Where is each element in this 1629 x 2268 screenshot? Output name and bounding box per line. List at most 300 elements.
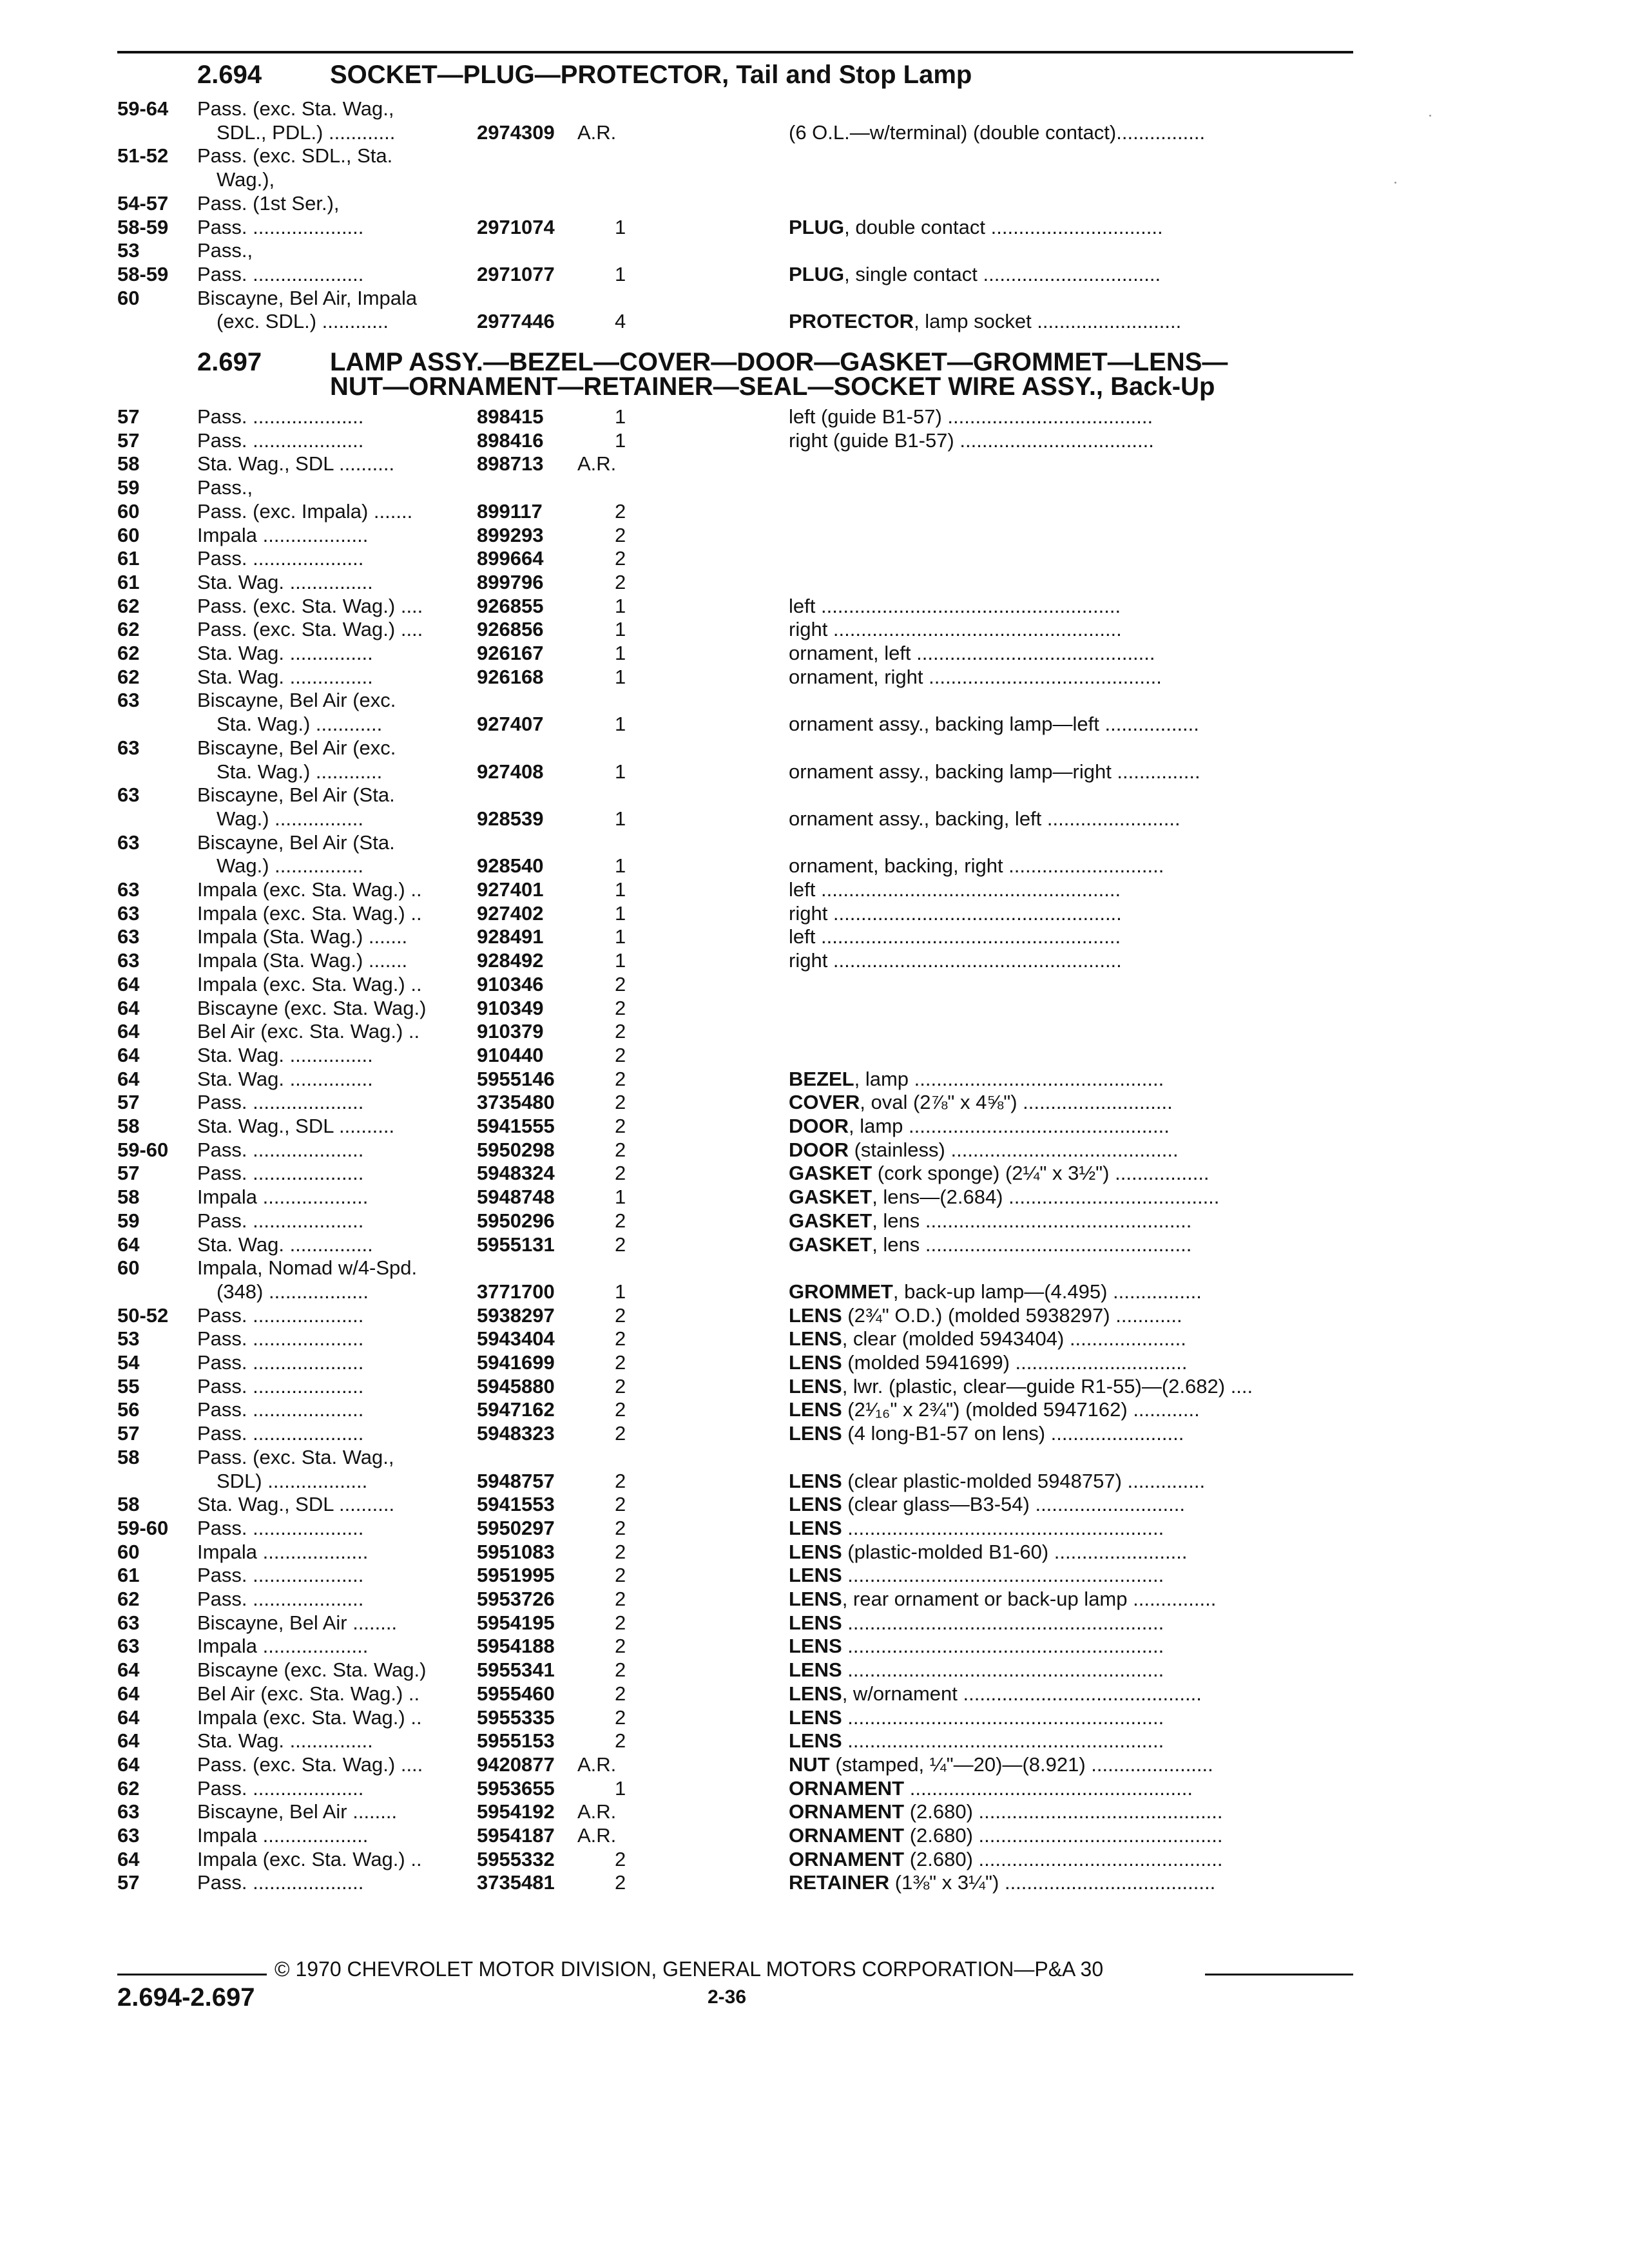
description-keyword: GASKET [789,1233,872,1256]
model-year: 57 [117,1422,140,1445]
part-number: 2977446 [477,310,555,332]
part-number: 926167 [477,642,544,664]
part-number: 927407 [477,713,544,735]
application: Pass. (exc. Sta. Wag.) .... [197,1753,423,1776]
application: Sta. Wag. ............... [197,1044,373,1066]
description-text: left (guide B1-57) ..................................... [789,405,1153,428]
model-year: 59-60 [117,1517,169,1539]
model-year: 61 [117,571,140,593]
description [789,617,1353,641]
quantity: 1 [615,902,626,925]
model-year: 57 [117,1091,140,1113]
quantity: 2 [615,1304,626,1327]
application: Bel Air (exc. Sta. Wag.) .. [197,1682,420,1705]
model-year: 58-59 [117,216,169,238]
model-year: 62 [117,642,140,664]
part-number: 926168 [477,666,544,688]
description [789,1658,1353,1682]
description-keyword: NUT [789,1753,830,1776]
quantity: 1 [615,949,626,972]
description-keyword: LENS [789,1375,842,1398]
description [789,1209,1353,1233]
application: Biscayne, Bel Air (exc. [197,689,396,711]
quantity: 2 [615,1422,626,1445]
part-number: 5945880 [477,1375,555,1398]
description [789,1327,1353,1350]
application: Pass. .................... [197,1351,364,1374]
part-number: 5950297 [477,1517,555,1539]
description-text: right .................................................... [789,618,1122,640]
model-year: 63 [117,831,140,854]
description-keyword: PROTECTOR [789,310,914,332]
description-text: (clear glass—B3-54) ........................... [842,1493,1186,1515]
section-number: 2.694 [197,61,262,89]
description-text: left ...................................................... [789,878,1121,901]
quantity: 2 [615,1871,626,1894]
model-year: 62 [117,1588,140,1610]
page-number: 2-36 [708,1986,747,2008]
description-keyword: GROMMET [789,1280,893,1303]
part-number: 5954187 [477,1824,555,1847]
application: Impala (exc. Sta. Wag.) .. [197,878,422,901]
description-keyword: GASKET [789,1209,872,1232]
model-year: 58 [117,1446,140,1468]
description [789,807,1353,831]
quantity: 2 [615,1493,626,1515]
description-text: , w/ornament ........................................... [842,1682,1202,1705]
part-number: 5955146 [477,1068,555,1090]
description-text: ................................................... [904,1777,1193,1800]
quantity: 1 [615,405,626,428]
description [789,1303,1353,1327]
description-keyword: ORNAMENT [789,1848,905,1870]
application: Sta. Wag., SDL .......... [197,1493,395,1515]
application: Impala (Sta. Wag.) ....... [197,949,408,972]
application: Sta. Wag., SDL .......... [197,452,395,475]
description [789,1776,1353,1800]
quantity: 2 [615,1327,626,1350]
application: Bel Air (exc. Sta. Wag.) .. [197,1020,420,1043]
part-number: 5948748 [477,1186,555,1208]
application: Pass. .................... [197,1517,364,1539]
description-text: , oval (2⅞" x 4⅝") ........................... [860,1091,1173,1113]
section-title: SOCKET—PLUG—PROTECTOR, Tail and Stop Lamp [330,61,972,89]
description [789,1233,1353,1256]
part-number: 9420877 [477,1753,555,1776]
quantity: 1 [615,1280,626,1303]
part-number: 928492 [477,949,544,972]
quantity: 2 [615,1611,626,1634]
description-keyword: DOOR [789,1139,849,1161]
application: Biscayne, Bel Air (Sta. [197,831,395,854]
description [789,1634,1353,1658]
model-year: 64 [117,1020,140,1043]
description [789,1138,1353,1162]
description-keyword: LENS [789,1493,842,1515]
part-number: 899664 [477,547,544,570]
description [789,428,1353,452]
model-year: 51-52 [117,144,169,167]
application: Impala ................... [197,524,369,546]
description [789,215,1353,239]
part-number: 5954188 [477,1635,555,1657]
application: Biscayne, Bel Air, Impala [197,287,418,309]
description [789,925,1353,948]
application: Pass. .................... [197,1162,364,1184]
application: Pass. .................... [197,1209,364,1232]
model-year: 64 [117,1233,140,1256]
part-number: 5938297 [477,1304,555,1327]
section-heading-2694 [197,62,972,88]
quantity: 2 [615,571,626,593]
description-keyword: ORNAMENT [789,1800,905,1823]
model-year: 63 [117,1635,140,1657]
part-number: 928491 [477,925,544,948]
quantity: 1 [615,713,626,735]
quantity: 2 [615,1564,626,1586]
quantity: 2 [615,1068,626,1090]
description-keyword: LENS [789,1588,842,1610]
quantity: 2 [615,500,626,523]
model-year: 63 [117,1611,140,1634]
model-year: 64 [117,997,140,1019]
description [789,1280,1353,1303]
model-year: 63 [117,1800,140,1823]
application: Sta. Wag. ............... [197,1068,373,1090]
part-number: 926856 [477,618,544,640]
description [789,1185,1353,1209]
model-year: 60 [117,524,140,546]
description-text: (clear plastic-molded 5948757) .............. [842,1470,1206,1492]
application: Pass. .................... [197,216,364,238]
description-text: , lamp ............................................... [849,1115,1170,1137]
quantity: 2 [615,547,626,570]
part-number: 928540 [477,854,544,877]
description-text: , lwr. (plastic, clear—guide R1-55)—(2.682) .... [842,1375,1253,1398]
quantity: 2 [615,1517,626,1539]
quantity: 4 [615,310,626,332]
description-text: right .................................................... [789,949,1122,972]
description-keyword: LENS [789,1729,842,1752]
application: Impala (exc. Sta. Wag.) .. [197,973,422,995]
part-number: 927402 [477,902,544,925]
quantity: 2 [615,997,626,1019]
description-text: ornament assy., backing, left ........................ [789,807,1181,830]
application: Wag.) ................ [217,807,363,830]
part-number: 5947162 [477,1398,555,1421]
application: (exc. SDL.) ............ [217,310,389,332]
model-year: 62 [117,1777,140,1800]
description [789,760,1353,783]
model-year: 59 [117,1209,140,1232]
quantity: 1 [615,429,626,452]
quantity: 1 [615,216,626,238]
part-number: 898416 [477,429,544,452]
quantity: A.R. [577,1800,617,1823]
description-keyword: LENS [789,1327,842,1350]
application: Pass. (exc. Impala) ....... [197,500,413,523]
application: (348) .................. [217,1280,369,1303]
description [789,1563,1353,1587]
description-keyword: DOOR [789,1115,849,1137]
part-number: 5954192 [477,1800,555,1823]
description-keyword: LENS [789,1682,842,1705]
model-year: 63 [117,1824,140,1847]
model-year: 54 [117,1351,140,1374]
quantity: 1 [615,618,626,640]
application: Pass., [197,476,253,499]
description [789,1823,1353,1847]
quantity: 2 [615,1020,626,1043]
description-text: (cork sponge) (2¼" x 3½") ................. [872,1162,1210,1184]
description-keyword: ORNAMENT [789,1777,905,1800]
description-keyword: ORNAMENT [789,1824,905,1847]
section-title-line2: NUT—ORNAMENT—RETAINER—SEAL—SOCKET WIRE ASSY., Back-Up [330,372,1215,401]
application: Impala (exc. Sta. Wag.) .. [197,1848,422,1870]
quantity: 2 [615,1162,626,1184]
application: Pass. .................... [197,1091,364,1113]
application: Pass. .................... [197,429,364,452]
model-year: 63 [117,736,140,759]
description-text: (4 long-B1-57 on lens) ........................ [842,1422,1184,1445]
quantity: A.R. [577,452,617,475]
section-number: 2.697 [197,348,262,376]
application: Pass., [197,239,253,262]
model-year: 63 [117,783,140,806]
model-year: 59-64 [117,97,169,120]
part-number: 5948757 [477,1470,555,1492]
description-text: (plastic-molded B1-60) ........................ [842,1541,1188,1563]
application: Pass. (exc. Sta. Wag., [197,97,394,120]
application: Sta. Wag.) ............ [217,713,383,735]
model-year: 57 [117,1162,140,1184]
section-heading-2697 [197,349,1228,375]
description-text: , rear ornament or back-up lamp ............... [842,1588,1217,1610]
description-text: ......................................................... [842,1611,1164,1634]
part-number: 5955332 [477,1848,555,1870]
part-number: 5953655 [477,1777,555,1800]
description-text: left ...................................................... [789,925,1121,948]
model-year: 64 [117,1682,140,1705]
description-text: , lens ................................................ [872,1233,1192,1256]
description-text: ornament, right .......................................... [789,666,1162,688]
quantity: 2 [615,1233,626,1256]
description [789,1729,1353,1753]
quantity: 2 [615,1209,626,1232]
description-text: ......................................................... [842,1658,1164,1681]
model-year: 61 [117,547,140,570]
description [789,1587,1353,1611]
copyright-text: © 1970 CHEVROLET MOTOR DIVISION, GENERAL MOTORS CORPORATION—P&A 30 [275,1957,1104,1981]
part-number: 898713 [477,452,544,475]
application: Pass. .................... [197,405,364,428]
application: SDL., PDL.) ............ [217,121,396,144]
part-number: 5951083 [477,1541,555,1563]
part-number: 927401 [477,878,544,901]
application: Biscayne, Bel Air ........ [197,1611,398,1634]
description [789,594,1353,618]
quantity: 2 [615,1682,626,1705]
top-rule [117,51,1353,53]
description-keyword: LENS [789,1422,842,1445]
application: Impala ................... [197,1824,369,1847]
quantity: 1 [615,1186,626,1208]
part-number: 928539 [477,807,544,830]
description-text: , lamp ............................................. [854,1068,1164,1090]
footer-rule-left [117,1974,267,1975]
part-number: 5955335 [477,1706,555,1729]
part-number: 5948323 [477,1422,555,1445]
application: Impala ................... [197,1635,369,1657]
application: Pass. .................... [197,1375,364,1398]
description [789,712,1353,736]
quantity: 2 [615,1351,626,1374]
application: Sta. Wag. ............... [197,642,373,664]
scan-speck [1429,115,1431,117]
description-text: (molded 5941699) ............................... [842,1351,1188,1374]
description-text: ornament assy., backing lamp—right ............... [789,760,1200,783]
model-year: 56 [117,1398,140,1421]
quantity: 1 [615,760,626,783]
description [789,901,1353,925]
part-number: 927408 [477,760,544,783]
description-text: ornament, left ........................................... [789,642,1155,664]
model-year: 64 [117,1044,140,1066]
application: Biscayne, Bel Air ........ [197,1800,398,1823]
description-text: , lens—(2.684) ...................................... [872,1186,1220,1208]
description [789,1870,1353,1894]
description-keyword: RETAINER [789,1871,890,1894]
model-year: 64 [117,973,140,995]
description-text: , clear (molded 5943404) ..................... [842,1327,1186,1350]
model-year: 64 [117,1753,140,1776]
quantity: 2 [615,1658,626,1681]
model-year: 57 [117,1871,140,1894]
description-keyword: LENS [789,1611,842,1634]
model-year: 62 [117,595,140,617]
application: Pass. .................... [197,1139,364,1161]
description-text: (2¹⁄₁₆" x 2¾") (molded 5947162) ............ [842,1398,1200,1421]
quantity: 2 [615,973,626,995]
application: Pass. (exc. Sta. Wag.) .... [197,618,423,640]
quantity: 2 [615,1115,626,1137]
description [789,1540,1353,1564]
application: Impala ................... [197,1541,369,1563]
description-keyword: PLUG [789,263,845,285]
quantity: 1 [615,666,626,688]
part-number: 910349 [477,997,544,1019]
description [789,120,1353,144]
part-number: 899293 [477,524,544,546]
description-text: ......................................................... [842,1564,1164,1586]
quantity: 1 [615,595,626,617]
part-number: 5943404 [477,1327,555,1350]
scan-speck [1394,182,1396,184]
description-text: left ...................................................... [789,595,1121,617]
model-year: 63 [117,878,140,901]
description [789,878,1353,901]
application: Biscayne, Bel Air (Sta. [197,783,395,806]
quantity: 2 [615,1588,626,1610]
application: Sta. Wag.) ............ [217,760,383,783]
description-text: (1⅜" x 3¼") ...................................... [889,1871,1216,1894]
part-number: 5941699 [477,1351,555,1374]
model-year: 63 [117,949,140,972]
part-number: 899796 [477,571,544,593]
description-keyword: PLUG [789,216,845,238]
description [789,1421,1353,1445]
model-year: 62 [117,618,140,640]
application: Pass. (exc. Sta. Wag., [197,1446,394,1468]
section-range: 2.694-2.697 [117,1983,255,2012]
quantity: 2 [615,1375,626,1398]
quantity: 2 [615,1091,626,1113]
model-year: 53 [117,1327,140,1350]
description-keyword: LENS [789,1541,842,1563]
quantity: 2 [615,1139,626,1161]
application: Impala ................... [197,1186,369,1208]
part-number: 3771700 [477,1280,555,1303]
description-text: ......................................................... [842,1517,1164,1539]
application: Pass. (exc. SDL., Sta. [197,144,393,167]
model-year: 63 [117,902,140,925]
quantity: 1 [615,263,626,285]
description [789,1847,1353,1871]
section-title: LAMP ASSY.—BEZEL—COVER—DOOR—GASKET—GROMMET—LENS— [330,348,1228,376]
quantity: 1 [615,878,626,901]
model-year: 58 [117,452,140,475]
application: Pass. .................... [197,1398,364,1421]
footer [117,1956,1353,1982]
description [789,309,1353,333]
model-year: 61 [117,1564,140,1586]
part-number: 5941553 [477,1493,555,1515]
description [789,1706,1353,1729]
description-keyword: LENS [789,1635,842,1657]
model-year: 59 [117,476,140,499]
description-keyword: BEZEL [789,1068,854,1090]
quantity: 1 [615,925,626,948]
description-keyword: LENS [789,1470,842,1492]
part-number: 5954195 [477,1611,555,1634]
description-keyword: LENS [789,1304,842,1327]
description-keyword: LENS [789,1398,842,1421]
quantity: A.R. [577,1753,617,1776]
quantity: 1 [615,1777,626,1800]
application: Pass. .................... [197,1422,364,1445]
description [789,1682,1353,1706]
quantity: 2 [615,1470,626,1492]
quantity: 1 [615,854,626,877]
description-text: , lamp socket .......................... [914,310,1182,332]
description [789,1398,1353,1421]
application: Biscayne (exc. Sta. Wag.) [197,1658,427,1681]
description [789,665,1353,689]
application: Pass. (1st Ser.), [197,192,340,215]
application: Pass. .................... [197,547,364,570]
part-number: 926855 [477,595,544,617]
application: Pass. .................... [197,1777,364,1800]
application: Sta. Wag., SDL .......... [197,1115,395,1137]
description-text: , double contact ............................... [844,216,1163,238]
description [789,1161,1353,1185]
description-text: (2.680) ............................................ [904,1848,1223,1870]
model-year: 60 [117,500,140,523]
description-text: , lens ................................................ [872,1209,1192,1232]
description [789,1067,1353,1091]
model-year: 58 [117,1115,140,1137]
application: Biscayne (exc. Sta. Wag.) [197,997,427,1019]
